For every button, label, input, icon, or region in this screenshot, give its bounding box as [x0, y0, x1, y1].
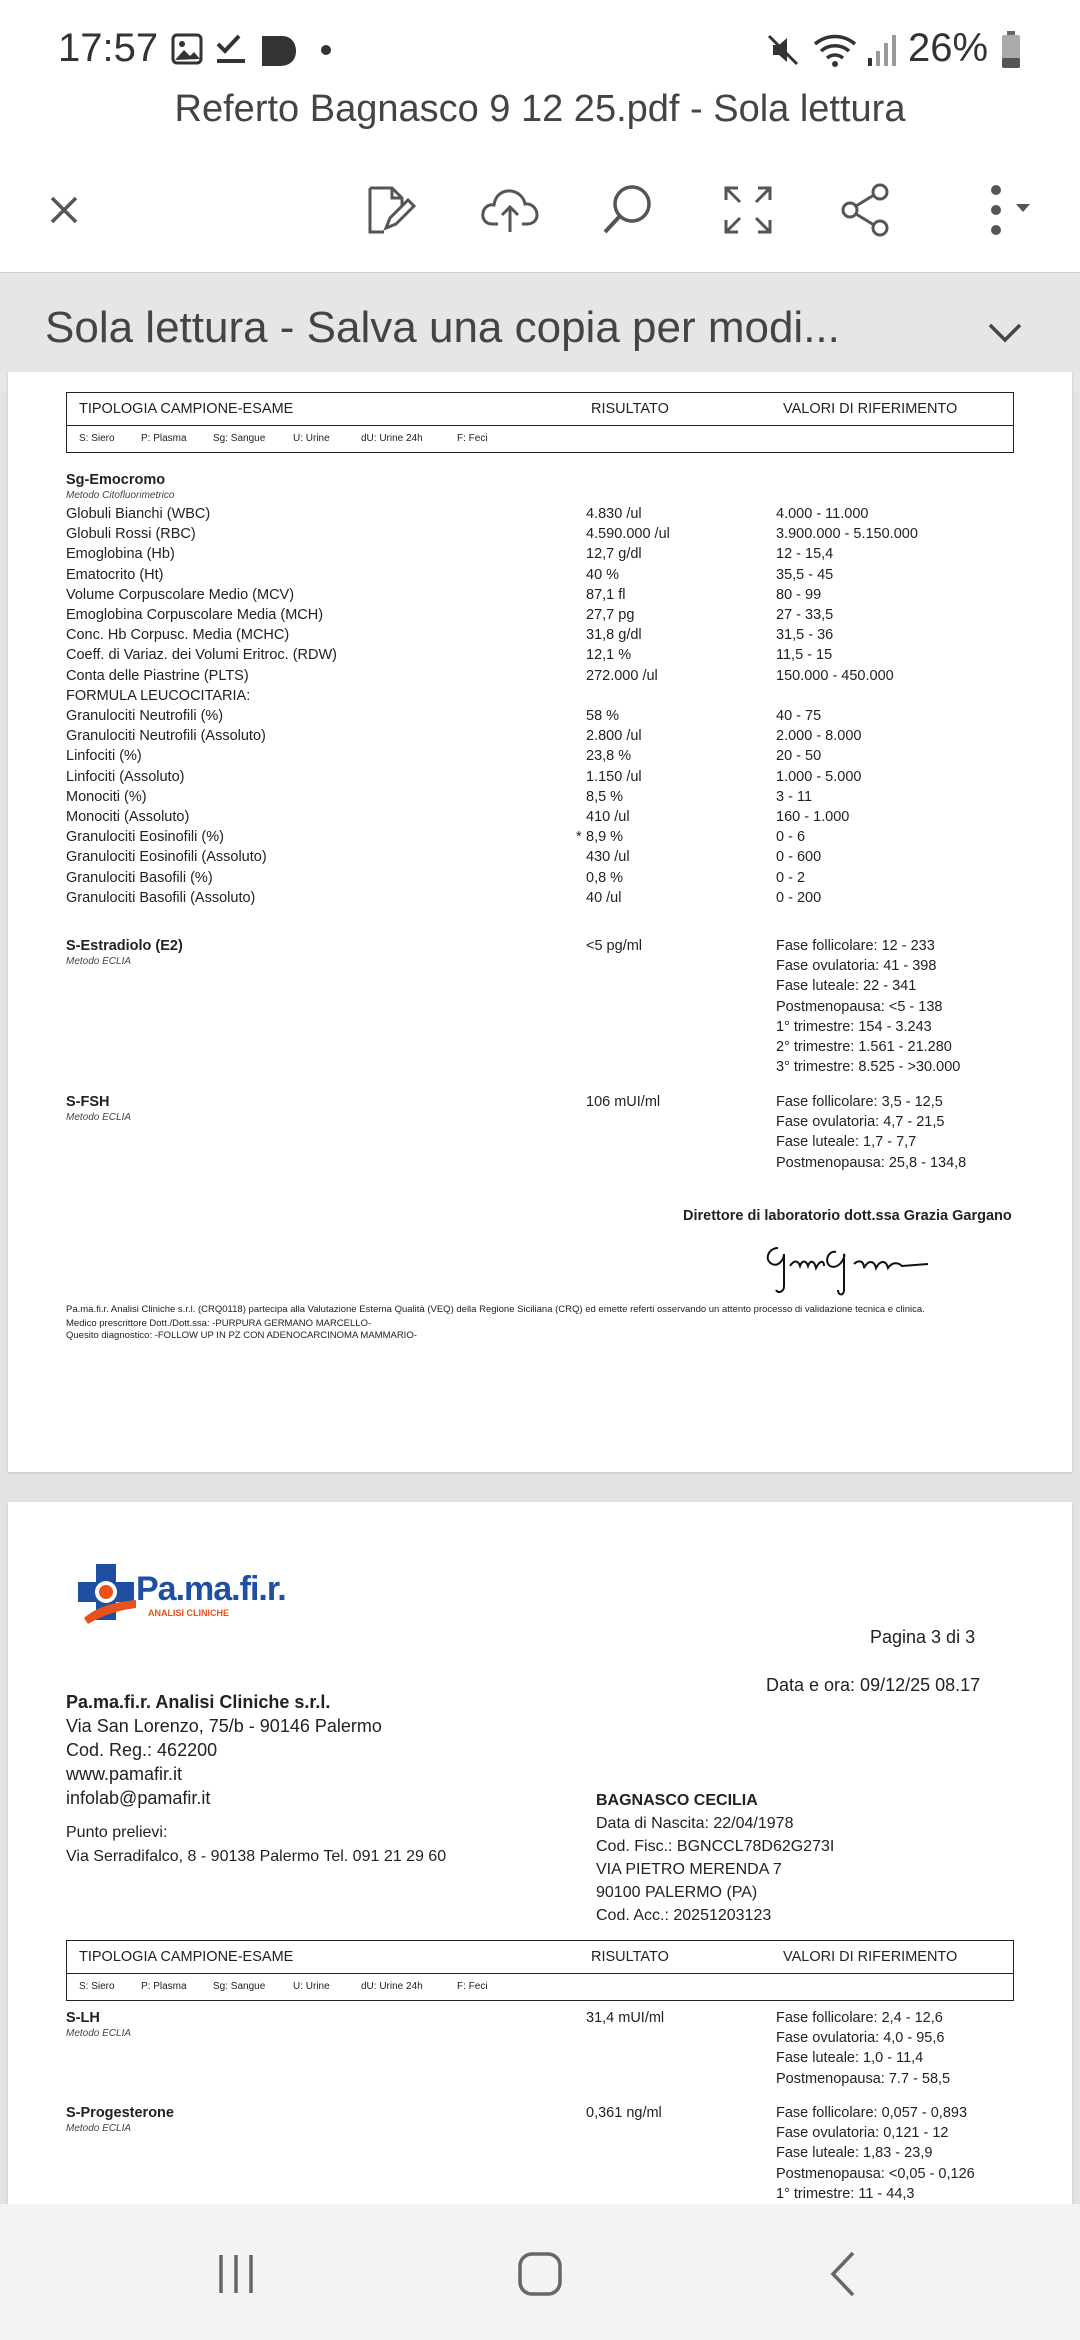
legend-item: Sg: Sangue	[213, 433, 266, 444]
reference-range: 11,5 - 15	[776, 647, 833, 664]
reference-range: 3.900.000 - 5.150.000	[776, 526, 918, 543]
exam-result: 0,361 ng/ml	[586, 2105, 662, 2121]
reference-value: Fase ovulatoria: 4,0 - 95,6	[776, 2030, 945, 2047]
lab-email: infolab@pamafir.it	[66, 1788, 211, 1808]
reference-range: 20 - 50	[776, 748, 822, 765]
table-row	[8, 688, 1072, 708]
exam-result: 31,8 g/dl	[586, 627, 642, 644]
exam-name: Linfociti (Assoluto)	[66, 768, 185, 785]
exam-result: 4.590.000 /ul	[586, 526, 670, 543]
search-button[interactable]	[588, 170, 668, 250]
exam-result: 1.150 /ul	[586, 768, 642, 785]
table-row	[8, 587, 1072, 607]
header-exam: TIPOLOGIA CAMPIONE-ESAME	[79, 401, 294, 417]
fullscreen-button[interactable]	[708, 170, 788, 250]
exam-result: 40 %	[586, 566, 620, 583]
back-icon	[819, 2249, 869, 2299]
table-header	[66, 392, 1014, 426]
footer-line: Pa.ma.fi.r. Analisi Cliniche s.r.l. (CRQ0118) partecipa alla Valutazione Esterna Qualità (VEQ) della Regione Siciliana (CRQ) ed emette referti osservando un attento processo di validazione tecnica e clinica.	[66, 1304, 925, 1315]
table-row	[8, 829, 1072, 849]
close-button[interactable]	[24, 170, 104, 250]
exam-result: 58 %	[586, 708, 620, 724]
exam-result: 12,1 %	[586, 647, 632, 664]
reference-range: 80 - 99	[776, 586, 822, 603]
header-exam: TIPOLOGIA CAMPIONE-ESAME	[79, 1949, 294, 1965]
reference-value: Fase luteale: 22 - 341	[776, 978, 917, 995]
exam-result: <5 pg/ml	[586, 938, 643, 954]
exam-result: 12,7 g/dl	[586, 546, 642, 563]
exam-method: Metodo ECLIA	[66, 2028, 132, 2039]
header-result: RISULTATO	[591, 1949, 669, 1965]
lab-cod-reg: Cod. Reg.: 462200	[66, 1740, 218, 1760]
header-reference: VALORI DI RIFERIMENTO	[783, 1949, 958, 1965]
section-title: Sg-Emocromo	[66, 472, 166, 488]
signature-image	[758, 1230, 948, 1300]
task-done-icon	[214, 32, 248, 66]
reference-range: 35,5 - 45	[776, 566, 834, 583]
mute-icon	[765, 32, 801, 68]
exam-result: 0,8 %	[586, 869, 624, 886]
sample-legend	[66, 426, 1014, 453]
reference-value: 3° trimestre: 8.525 - >30.000	[776, 1059, 961, 1076]
table-row	[8, 789, 1072, 809]
battery-percentage: 26%	[908, 26, 989, 70]
reference-value: Fase follicolare: 12 - 233	[776, 938, 935, 954]
reference-value: Fase follicolare: 0,057 - 0,893	[776, 2105, 968, 2121]
reference-range: 12 - 15,4	[776, 546, 834, 563]
legend-item: S: Siero	[79, 433, 115, 444]
reference-value: Postmenopausa: 25,8 - 134,8	[776, 1154, 967, 1171]
lab-address: Via San Lorenzo, 75/b - 90146 Palermo	[66, 1716, 382, 1736]
clock: 17:57	[58, 26, 159, 70]
legend-item: dU: Urine 24h	[361, 433, 423, 444]
exam-result: 87,1 fl	[586, 586, 626, 603]
lab-website: www.pamafir.it	[66, 1764, 183, 1784]
exam-name: Monociti (Assoluto)	[66, 809, 190, 825]
exam-result: 23,8 %	[586, 748, 632, 765]
search-icon	[600, 182, 656, 238]
table-row	[8, 870, 1072, 890]
edit-button[interactable]	[350, 170, 430, 250]
reference-range: 2.000 - 8.000	[776, 728, 862, 745]
chevron-down-icon	[987, 322, 1023, 344]
gallery-notification-icon	[170, 32, 204, 66]
table-row	[8, 506, 1072, 526]
wifi-icon	[812, 32, 858, 70]
table-row	[8, 647, 1072, 667]
legend-item: P: Plasma	[141, 433, 187, 444]
footer-line: Medico prescrittore Dott./Dott.ssa: -PURPURA GERMANO MARCELLO-	[66, 1318, 372, 1329]
patient-city: 90100 PALERMO (PA)	[596, 1884, 758, 1901]
exam-name: Linfociti (%)	[66, 748, 142, 765]
legend-item: P: Plasma	[141, 1981, 187, 1992]
app-bar	[0, 84, 1080, 272]
battery-icon	[1000, 30, 1022, 70]
more-options-button[interactable]	[948, 170, 1048, 250]
close-icon	[44, 190, 84, 230]
signal-strength-icon	[866, 32, 900, 68]
section-method: Metodo Citofluorimetrico	[66, 490, 175, 501]
table-row	[8, 849, 1072, 869]
header-reference: VALORI DI RIFERIMENTO	[783, 401, 958, 417]
exam-name: Monociti (%)	[66, 788, 147, 805]
exam-name: Granulociti Basofili (Assoluto)	[66, 889, 256, 906]
table-row	[8, 809, 1072, 829]
exam-result: 410 /ul	[586, 809, 630, 825]
legend-item: Sg: Sangue	[213, 1981, 266, 1992]
upload-cloud-button[interactable]	[470, 170, 550, 250]
exam-result: 8,5 %	[586, 788, 624, 805]
patient-acc-code: Cod. Acc.: 20251203123	[596, 1907, 772, 1924]
banner-text: Sola lettura - Salva una copia per modi...	[45, 303, 840, 352]
home-button[interactable]	[490, 2234, 590, 2314]
exam-name: Volume Corpuscolare Medio (MCV)	[66, 586, 295, 603]
reference-range: 0 - 6	[776, 829, 806, 846]
home-icon	[515, 2249, 565, 2299]
exam-method: Metodo ECLIA	[66, 1112, 132, 1123]
reference-value: Fase ovulatoria: 41 - 398	[776, 958, 937, 975]
reference-range: 150.000 - 450.000	[776, 667, 894, 684]
reference-range: 3 - 11	[776, 788, 813, 805]
exam-name: S-Estradiolo (E2)	[66, 938, 183, 954]
exam-method: Metodo ECLIA	[66, 956, 132, 967]
sample-legend	[66, 1974, 1014, 2001]
reference-value: Postmenopausa: <5 - 138	[776, 998, 943, 1015]
exam-name: Globuli Bianchi (WBC)	[66, 506, 211, 522]
prelievi-address: Via Serradifalco, 8 - 90138 Palermo Tel. 091 21 29 60	[66, 1848, 447, 1865]
table-row	[8, 890, 1072, 910]
legend-item: S: Siero	[79, 1981, 115, 1992]
more-notifications-dot-icon	[320, 44, 332, 56]
logo-text: Pa.ma.fi.r.	[136, 1570, 286, 1608]
exam-result: 40 /ul	[586, 889, 622, 906]
reference-range: 1.000 - 5.000	[776, 768, 862, 785]
recent-apps-button[interactable]	[186, 2234, 286, 2314]
table-row	[8, 607, 1072, 627]
patient-birth: Data di Nascita: 22/04/1978	[596, 1815, 794, 1832]
patient-fiscal-code: Cod. Fisc.: BGNCCL78D62G273I	[596, 1838, 835, 1855]
legend-item: F: Feci	[457, 1981, 488, 1992]
exam-result: 106 mUI/ml	[586, 1094, 661, 1110]
reference-value: 2° trimestre: 1.561 - 21.280	[776, 1039, 952, 1055]
exam-name: Granulociti Neutrofili (%)	[66, 708, 224, 724]
exam-result: 2.800 /ul	[586, 728, 642, 745]
reference-value: 1° trimestre: 154 - 3.243	[776, 1018, 932, 1035]
report-datetime: Data e ora: 09/12/25 08.17	[766, 1675, 981, 1695]
legend-item: U: Urine	[293, 1981, 330, 1992]
exam-result: 272.000 /ul	[586, 667, 658, 684]
table-row	[8, 748, 1072, 768]
reference-value: Fase ovulatoria: 4,7 - 21,5	[776, 1114, 945, 1131]
pdf-page-2	[8, 372, 1072, 1472]
reference-value: Fase luteale: 1,83 - 23,9	[776, 2145, 933, 2162]
exam-method: Metodo ECLIA	[66, 2123, 132, 2134]
reference-range: 0 - 200	[776, 889, 822, 906]
pdf-page-3	[8, 1502, 1072, 2262]
exam-name: Ematocrito (Ht)	[66, 566, 164, 583]
reference-value: Fase follicolare: 2,4 - 12,6	[776, 2010, 943, 2026]
share-button[interactable]	[826, 170, 906, 250]
patient-street: VIA PIETRO MERENDA 7	[596, 1861, 782, 1878]
logo-subtitle: ANALISI CLINICHE	[148, 1608, 229, 1618]
page-number: Pagina 3 di 3	[870, 1627, 976, 1647]
table-row	[8, 546, 1072, 566]
exam-name: S-Progesterone	[66, 2105, 174, 2121]
table-header	[66, 1940, 1014, 1974]
exam-name: Granulociti Neutrofili (Assoluto)	[66, 728, 266, 745]
banner-expand-button[interactable]	[970, 303, 1040, 363]
logo-cross-icon	[76, 1562, 136, 1624]
recent-apps-icon	[211, 2249, 261, 2299]
table-row	[8, 728, 1072, 748]
prelievi-label: Punto prelievi:	[66, 1824, 168, 1841]
exam-name: Granulociti Eosinofili (Assoluto)	[66, 849, 267, 866]
legend-item: dU: Urine 24h	[361, 1981, 423, 1992]
legend-item: F: Feci	[457, 433, 488, 444]
exam-name: Globuli Rossi (RBC)	[66, 526, 196, 543]
reference-value: 1° trimestre: 11 - 44,3	[776, 2185, 915, 2202]
footer-line: Quesito diagnostico: -FOLLOW UP IN PZ CON ADENOCARCINOMA MAMMARIO-	[66, 1330, 417, 1341]
cloud-upload-icon	[480, 182, 540, 238]
reference-range: 0 - 2	[776, 869, 806, 886]
fullscreen-icon	[722, 184, 774, 236]
media-notification-icon	[258, 32, 298, 70]
exam-name: Conta delle Piastrine (PLTS)	[66, 667, 249, 684]
reference-range: 160 - 1.000	[776, 809, 850, 825]
table-row	[8, 567, 1072, 587]
reference-value: Fase luteale: 1,7 - 7,7	[776, 1134, 917, 1151]
reference-range: 0 - 600	[776, 849, 822, 866]
document-title: Referto Bagnasco 9 12 25.pdf - Sola lettura	[174, 88, 906, 130]
exam-name: Granulociti Eosinofili (%)	[66, 829, 224, 846]
pdf-viewport[interactable]	[0, 392, 1080, 2204]
more-vertical-icon	[958, 180, 1038, 240]
edit-document-icon	[362, 182, 418, 238]
flag-marker: *	[576, 829, 582, 846]
reference-value: Fase ovulatoria: 0,121 - 12	[776, 2125, 949, 2142]
share-icon	[838, 182, 894, 238]
exam-name: Granulociti Basofili (%)	[66, 869, 213, 886]
patient-name: BAGNASCO CECILIA	[596, 1792, 758, 1809]
header-result: RISULTATO	[591, 401, 669, 417]
navigation-bar	[0, 2204, 1080, 2340]
legend-item: U: Urine	[293, 433, 330, 444]
reference-value: Postmenopausa: 7.7 - 58,5	[776, 2070, 951, 2087]
lab-name: Pa.ma.fi.r. Analisi Cliniche s.r.l.	[66, 1692, 331, 1712]
exam-result: 8,9 %	[586, 829, 624, 846]
exam-name: FORMULA LEUCOCITARIA:	[66, 687, 251, 704]
table-row	[8, 627, 1072, 647]
table-row	[8, 708, 1072, 728]
reference-range: 27 - 33,5	[776, 607, 834, 623]
exam-name: Conc. Hb Corpusc. Media (MCHC)	[66, 627, 290, 644]
table-row	[8, 668, 1072, 688]
table-row	[8, 526, 1072, 546]
director-label: Direttore di laboratorio dott.ssa Grazia Gargano	[683, 1208, 1012, 1224]
exam-result: 4.830 /ul	[586, 506, 642, 522]
exam-name: S-LH	[66, 2010, 100, 2026]
table-row	[8, 769, 1072, 789]
reference-value: Postmenopausa: <0,05 - 0,126	[776, 2165, 975, 2182]
exam-name: S-FSH	[66, 1094, 110, 1110]
exam-result: 430 /ul	[586, 849, 630, 866]
exam-name: Emoglobina (Hb)	[66, 546, 175, 563]
reference-range: 40 - 75	[776, 708, 822, 724]
reference-range: 4.000 - 11.000	[776, 506, 869, 522]
exam-name: Emoglobina Corpuscolare Media (MCH)	[66, 607, 324, 623]
back-button[interactable]	[794, 2234, 894, 2314]
exam-name: Coeff. di Variaz. dei Volumi Eritroc. (RDW)	[66, 647, 338, 664]
reference-range: 31,5 - 36	[776, 627, 834, 644]
reference-value: Fase follicolare: 3,5 - 12,5	[776, 1094, 943, 1110]
exam-result: 31,4 mUI/ml	[586, 2010, 665, 2026]
exam-result: 27,7 pg	[586, 607, 635, 623]
reference-value: Fase luteale: 1,0 - 11,4	[776, 2050, 924, 2067]
